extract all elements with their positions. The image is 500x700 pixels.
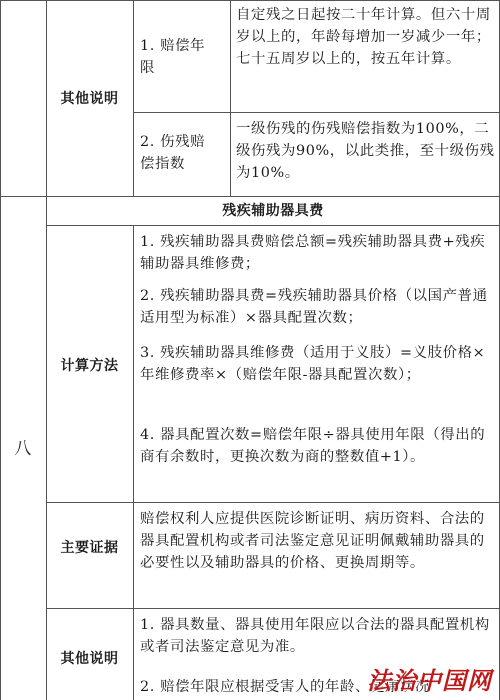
other-note-1: 1. 器具数量、器具使用年限应以合法的器具配置机构或者司法鉴定意见为准。 <box>140 617 490 655</box>
site-watermark: 法治中国网 <box>367 667 492 695</box>
main-evidence-text: 赔偿权利人应提供医院诊断证明、病历资料、合法的器具配置机构或者司法鉴定意见证明佩戴辅助器具的必要性以及辅助器具的价格、更换周期等。 <box>140 511 485 571</box>
calc-item-4: 4. 器具配置次数=赔偿年限÷器具使用年限（得出的商有余数时，更换次数为商的整数值+1）。 <box>140 427 486 465</box>
rule-title-bottom <box>46 225 500 226</box>
compensation-years-item: 1. 赔偿年限 <box>140 38 206 76</box>
section-title: 残疾辅助器具费 <box>222 203 324 219</box>
calc-item-3: 3. 残疾辅助器具维修费（适用于义肢）=义肢价格×年维修费率×（赔偿年限-器具配置次数）； <box>140 345 486 383</box>
disability-index-item: 2. 伤残赔偿指数 <box>140 134 206 172</box>
section-number: 八 <box>14 439 32 459</box>
rule-item-col <box>230 0 231 196</box>
calc-item-1: 1. 残疾辅助器具费赔偿总额=残疾辅助器具费+残疾辅助器具维修费； <box>140 234 486 272</box>
bottom-other-notes-label: 其他说明 <box>60 651 119 667</box>
main-evidence-label: 主要证据 <box>60 540 119 556</box>
rule-calc-bottom <box>46 502 500 503</box>
rule-evidence-bottom <box>46 608 500 609</box>
rule-label-col-top <box>133 0 134 196</box>
other-note-2: 2. 赔偿年限应根据受害人的年龄、健康状况 <box>140 679 430 695</box>
rule-label-col-bottom <box>133 225 134 700</box>
disability-index-text: 一级伤残的伤残赔偿指数为100%，二级伤残为90%，以此类推，至十级伤残为10%。 <box>236 121 495 181</box>
calc-method-label: 计算方法 <box>60 358 119 374</box>
top-other-notes-label: 其他说明 <box>60 91 119 107</box>
rule-top <box>0 0 500 1</box>
compensation-years-text: 自定残之日起按二十年计算。但六十周岁以上的，年龄每增加一岁减少一年；七十五周岁以上的，按五年计算。 <box>236 7 491 67</box>
rule-section-divider <box>0 196 500 197</box>
rule-row1-bottom <box>133 112 500 113</box>
rule-left-edge <box>0 0 1 700</box>
calc-item-2: 2. 残疾辅助器具费=残疾辅助器具价格（以国产普通适用型为标准）×器具配置次数； <box>140 288 488 326</box>
